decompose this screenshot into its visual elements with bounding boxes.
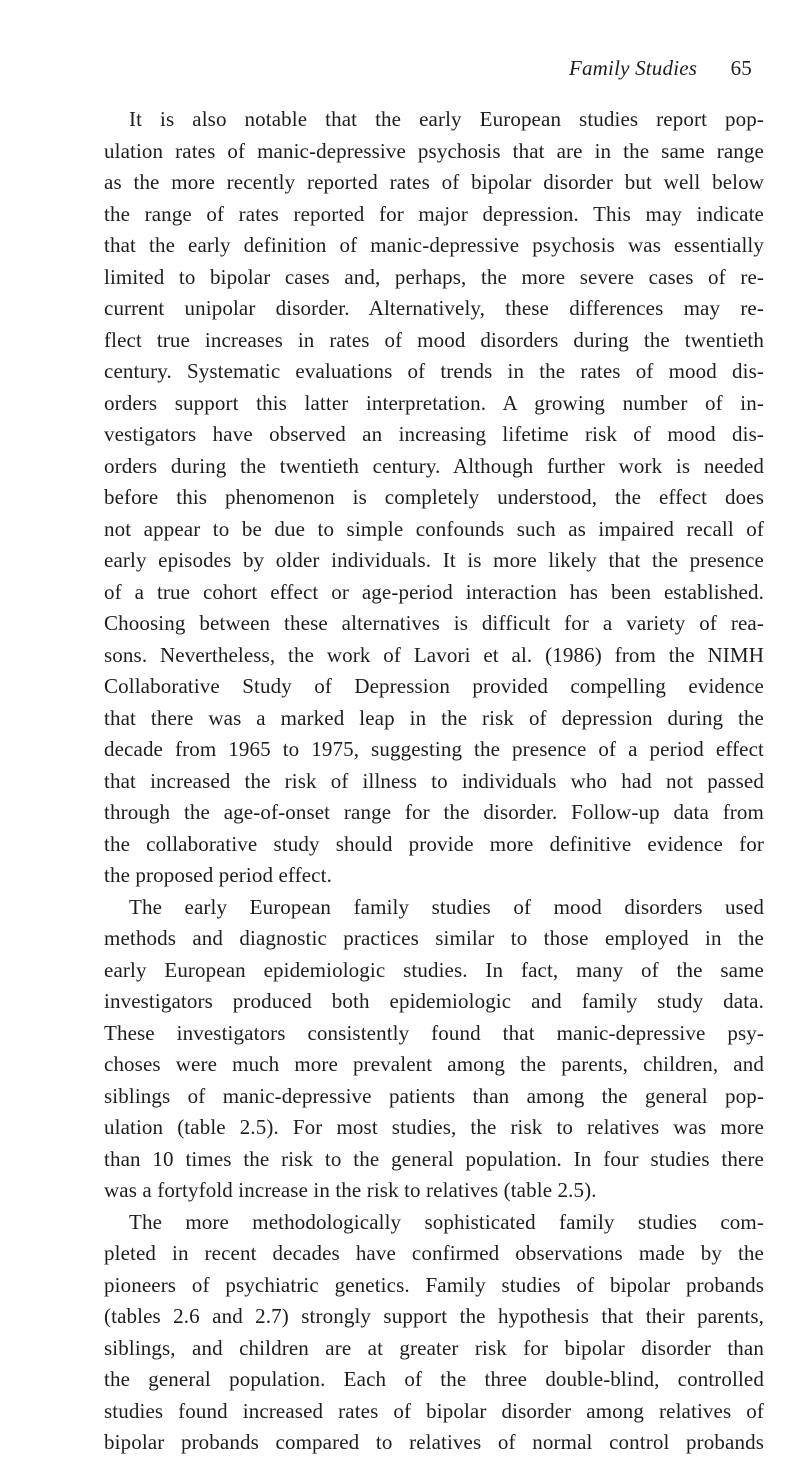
text-line: It is also notable that the early European studies report pop-	[129, 107, 764, 131]
text-line: current unipolar disorder. Alternatively, these differences may re-	[104, 296, 764, 320]
text-line: pleted in recent decades have confirmed observations made by the	[104, 1241, 764, 1265]
text-line: studies found increased rates of bipolar disorder among relatives of	[104, 1398, 764, 1423]
text-line: decade from 1965 to 1975, suggesting the presence of a period effect	[104, 737, 764, 761]
text-line: limited to bipolar cases and, perhaps, the more severe cases of re-	[104, 264, 764, 289]
text-line: century. Systematic evaluations of trends in the rates of mood dis-	[104, 359, 764, 383]
text-line: These investigators consistently found that manic-depressive psy-	[104, 1020, 764, 1045]
text-line: before this phenomenon is completely understood, the effect does	[104, 485, 764, 509]
text-line: not appear to be due to simple confounds such as impaired recall of	[104, 516, 764, 541]
text-line: than 10 times the risk to the general population. In four studies there	[104, 1146, 764, 1171]
text-line: bipolar probands compared to relatives of normal control probands	[104, 1430, 764, 1454]
text-line: orders during the twentieth century. Although further work is needed	[104, 453, 764, 478]
text-line: (tables 2.6 and 2.7) strongly support the hypothesis that their parents,	[104, 1304, 764, 1328]
text-line: The more methodologically sophisticated family studies com-	[129, 1209, 764, 1234]
text-line: that increased the risk of illness to individuals who had not passed	[104, 768, 764, 793]
text-line: ulation rates of manic-depressive psychosis that are in the same range	[104, 138, 764, 163]
text-line: that the early definition of manic-depressive psychosis was essentially	[104, 233, 764, 257]
text-line: the range of rates reported for major depression. This may indicate	[104, 201, 764, 226]
text-line: flect true increases in rates of mood disorders during the twentieth	[104, 327, 764, 352]
text-line: investigators produced both epidemiologic and family study data.	[104, 989, 764, 1013]
text-line: through the age-of-onset range for the disorder. Follow-up data from	[104, 800, 764, 824]
text-line: methods and diagnostic practices similar to those employed in the	[104, 926, 764, 950]
text-line: as the more recently reported rates of bipolar disorder but well below	[104, 170, 764, 194]
text-line: siblings, and children are at greater risk for bipolar disorder than	[104, 1335, 764, 1360]
text-line: vestigators have observed an increasing lifetime risk of mood dis-	[104, 422, 764, 446]
body-text	[104, 104, 764, 1459]
text-line: pioneers of psychiatric genetics. Family studies of bipolar probands	[104, 1272, 764, 1297]
text-line: sons. Nevertheless, the work of Lavori et al. (1986) from the NIMH	[104, 642, 764, 667]
text-line: siblings of manic-depressive patients than among the general pop-	[104, 1083, 764, 1108]
text-line: early episodes by older individuals. It is more likely that the presence	[104, 548, 764, 572]
text-line: The early European family studies of mood disorders used	[129, 894, 764, 919]
text-line: Collaborative Study of Depression provided compelling evidence	[104, 674, 764, 698]
text-line: the proposed period effect.	[104, 863, 332, 887]
text-line: the general population. Each of the three double-blind, controlled	[104, 1367, 764, 1391]
text-line: early European epidemiologic studies. In fact, many of the same	[104, 957, 764, 982]
text-line: the collaborative study should provide more definitive evidence for	[104, 831, 764, 856]
text-line: orders support this latter interpretation. A growing number of in-	[104, 390, 764, 415]
text-line: Choosing between these alternatives is difficult for a variety of rea-	[104, 611, 764, 635]
running-header	[104, 56, 752, 88]
text-line: that there was a marked leap in the risk of depression during the	[104, 705, 764, 730]
running-title: Family Studies	[568, 56, 698, 80]
text-line: of a true cohort effect or age-period interaction has been established.	[104, 579, 764, 604]
text-line: choses were much more prevalent among the parents, children, and	[104, 1052, 764, 1076]
page-number: 65	[730, 56, 752, 80]
text-line: ulation (table 2.5). For most studies, the risk to relatives was more	[104, 1115, 764, 1139]
text-line: was a fortyfold increase in the risk to relatives (table 2.5).	[104, 1178, 597, 1202]
